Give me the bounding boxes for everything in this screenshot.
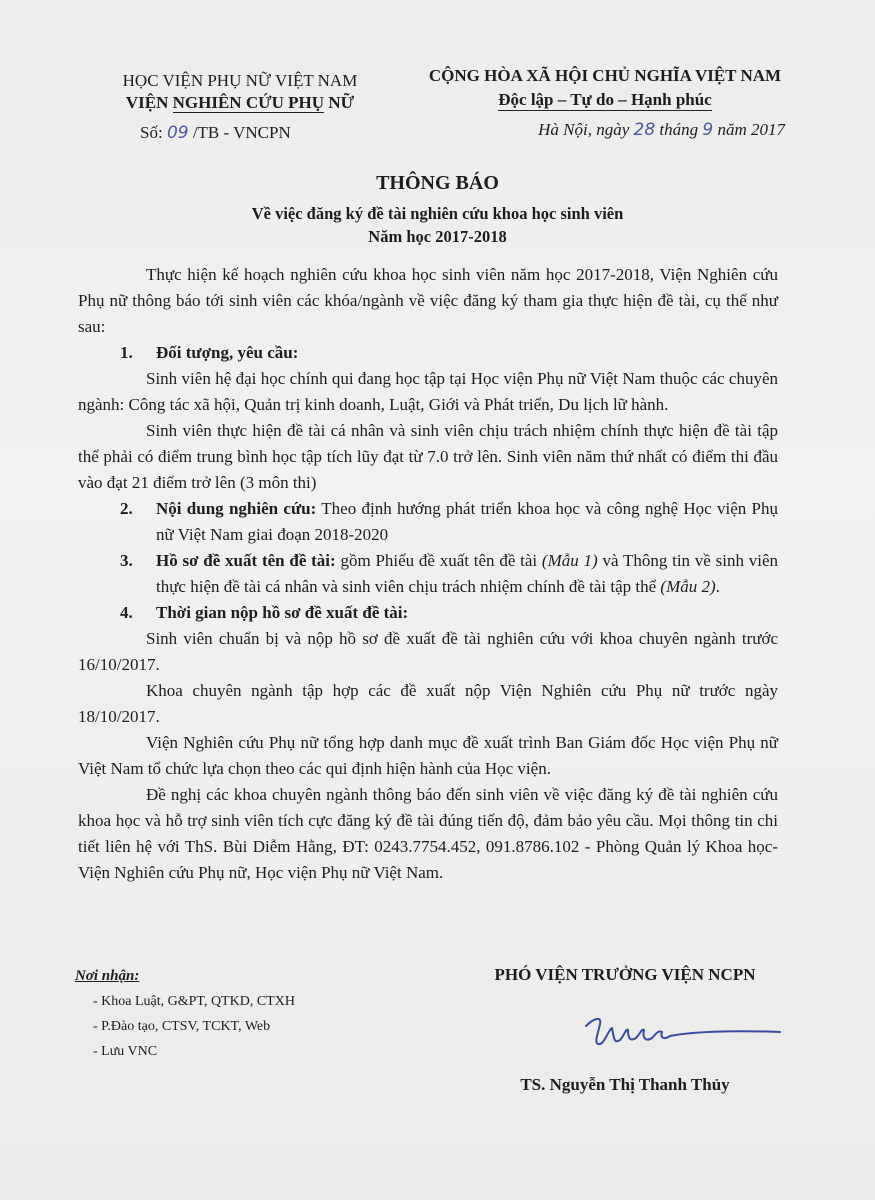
section-1-heading xyxy=(78,340,778,366)
section-3-end: . xyxy=(715,577,720,596)
intro-paragraph: Thực hiện kế hoạch nghiên cứu khoa học sinh viên năm học 2017-2018, Viện Nghiên cứu Phụ nữ thông báo tới sinh viên các khóa/ngành về việc đăng ký tham gia thực hiện đề tài, cụ thể như sau: xyxy=(78,265,778,336)
recipient-item: - P.Đào tạo, CTSV, TCKT, Web xyxy=(93,1019,271,1034)
section-3-text xyxy=(156,548,778,600)
date-b: tháng xyxy=(655,120,703,139)
recipients-block xyxy=(75,964,395,1064)
section-1-title: Đối tượng, yêu cầu: xyxy=(156,343,299,362)
form-1-ref: (Mẫu 1) xyxy=(541,551,598,570)
section-3-content-a: gồm Phiếu đề xuất tên đề tài xyxy=(335,551,542,570)
form-2-ref: (Mẫu 2) xyxy=(660,577,716,596)
number-handwritten: 09 xyxy=(166,123,189,143)
closing-paragraph: Đề nghị các khoa chuyên ngành thông báo đến sinh viên về việc đăng ký đề tài nghiên cứu khoa học và hỗ trợ sinh viên tích cực đăng ký đề tài đúng tiến độ, đảm bảo yêu cầu. Mọi thông tin chi tiết liên hệ với ThS. Bùi Diễm Hằng, ĐT: 0243.7754.452, 091.8786.102 - Phòng Quản lý Khoa học- Viện Nghiên cứu Phụ nữ, Học viện Phụ nữ Việt Nam. xyxy=(78,785,778,882)
org-parent: HỌC VIỆN PHỤ NỮ VIỆT NAM xyxy=(122,71,358,90)
section-4-heading xyxy=(78,600,778,626)
section-3-title: Hồ sơ đề xuất tên đề tài: xyxy=(156,551,336,570)
number-prefix: Số: xyxy=(140,123,167,142)
subtitle-line-1: Về việc đăng ký đề tài nghiên cứu khoa học sinh viên xyxy=(251,204,624,223)
recipients-label: Nơi nhận: xyxy=(75,968,140,984)
org-name-a: VIỆN xyxy=(125,93,173,112)
org-name-c: NỮ xyxy=(324,93,355,112)
section-3 xyxy=(78,548,778,600)
signer-name: TS. Nguyễn Thị Thanh Thủy xyxy=(520,1075,730,1094)
signer-position: PHÓ VIỆN TRƯỞNG VIỆN NCPN xyxy=(494,965,756,984)
date-day-handwritten: 28 xyxy=(633,120,656,140)
recipient-item: - Lưu VNC xyxy=(93,1044,158,1059)
recipients-list xyxy=(75,989,395,1064)
section-2-title: Nội dung nghiên cứu: xyxy=(156,499,317,518)
date-a: Hà Nội, ngày xyxy=(538,120,634,139)
section-3-content-b: và Thông tin về sinh viên thực hiện đề tài cá nhân và sinh viên chịu trách nhiệm chính đề tài tập thể xyxy=(156,551,779,596)
section-2-content: Theo định hướng phát triển khoa học và công nghệ Học viện Phụ nữ Việt Nam giai đoạn 2018-2020 xyxy=(156,499,778,544)
date-c: năm 2017 xyxy=(713,120,785,139)
document-body xyxy=(78,262,778,886)
section-3-number: 3. xyxy=(120,551,133,570)
document-subtitle xyxy=(0,202,875,248)
org-name-b: NGHIÊN CỨU PHỤ xyxy=(172,93,325,112)
section-2 xyxy=(78,496,778,548)
handwritten-signature xyxy=(580,1008,790,1058)
section-4-para-3: Viện Nghiên cứu Phụ nữ tổng hợp danh mục đề xuất trình Ban Giám đốc Học viện Phụ nữ Việt Nam tổ chức lựa chọn theo các qui định hiện hành của Học viện. xyxy=(78,733,778,778)
subtitle-line-2: Năm học 2017-2018 xyxy=(368,227,507,246)
national-motto: Độc lập – Tự do – Hạnh phúc xyxy=(498,90,712,109)
section-4-title: Thời gian nộp hồ sơ đề xuất đề tài: xyxy=(156,603,409,622)
number-suffix: /TB - VNCPN xyxy=(188,123,291,142)
section-1-para-2: Sinh viên thực hiện đề tài cá nhân và sinh viên chịu trách nhiệm chính thực hiện đề tài tập thể phải có điểm trung bình học tập tích lũy đạt từ 7.0 trở lên. Sinh viên năm thứ nhất có điểm thi đầu vào đạt 21 điểm trở lên (3 môn thi) xyxy=(78,421,778,492)
section-4-para-1: Sinh viên chuẩn bị và nộp hồ sơ đề xuất đề tài nghiên cứu với khoa chuyên ngành trước 16/10/2017. xyxy=(78,629,778,674)
section-4-para-2: Khoa chuyên ngành tập hợp các đề xuất nộp Viện Nghiên cứu Phụ nữ trước ngày 18/10/2017. xyxy=(78,681,778,726)
section-1-number: 1. xyxy=(120,343,133,362)
nation-name: CỘNG HÒA XÃ HỘI CHỦ NGHĨA VIỆT NAM xyxy=(428,66,782,85)
document-number xyxy=(95,122,385,144)
national-header xyxy=(395,64,815,142)
recipient-item: - Khoa Luật, G&PT, QTKD, CTXH xyxy=(93,994,295,1009)
section-1-para-1: Sinh viên hệ đại học chính qui đang học tập tại Học viện Phụ nữ Việt Nam thuộc các chuyên ngành: Công tác xã hội, Quản trị kinh doanh, Luật, Giới và Phát triển, Du lịch lữ hành. xyxy=(78,369,778,414)
issue-date xyxy=(395,118,815,142)
section-2-number: 2. xyxy=(120,499,133,518)
org-name xyxy=(95,92,385,114)
section-4-number: 4. xyxy=(120,603,133,622)
date-month-handwritten: 9 xyxy=(702,120,714,140)
section-2-text xyxy=(156,496,778,548)
issuing-organization xyxy=(95,70,385,144)
document-title: THÔNG BÁO xyxy=(376,172,499,194)
